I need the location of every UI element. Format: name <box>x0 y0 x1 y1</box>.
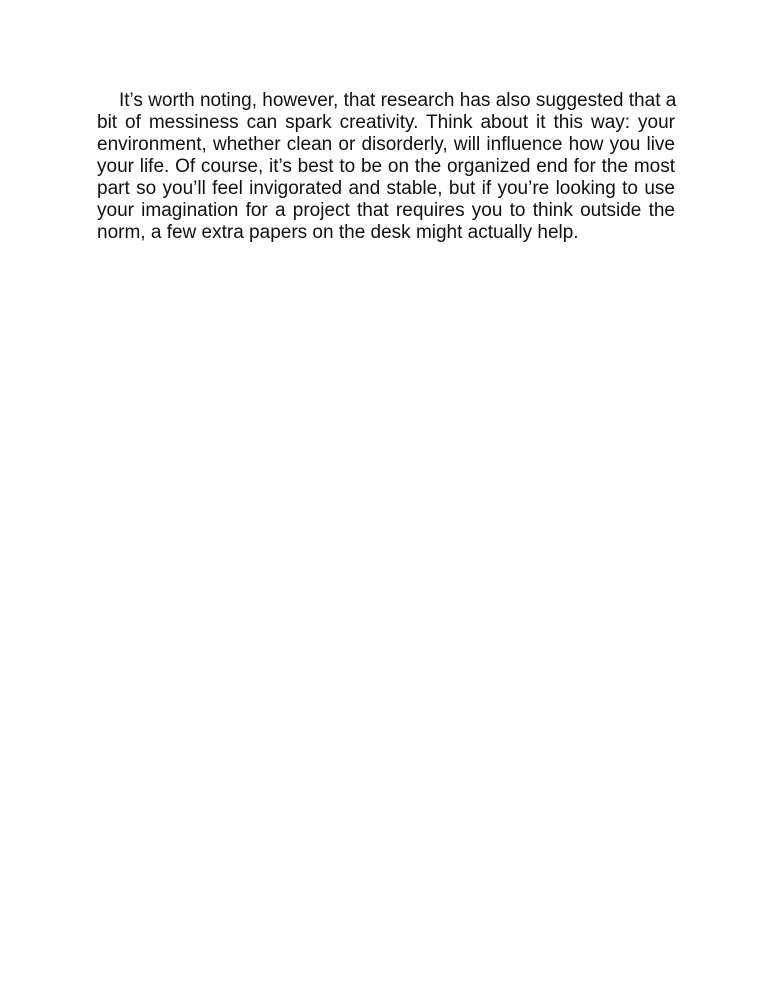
paragraph-line: bit of messiness can spark creativity. Think about it this way: your <box>97 112 675 133</box>
paragraph-line: part so you’ll feel invigorated and stable, but if you’re looking to use <box>97 178 675 199</box>
body-paragraph <box>97 90 675 244</box>
paragraph-line: norm, a few extra papers on the desk might actually help. <box>97 222 579 243</box>
paragraph-line: It’s worth noting, however, that research has also suggested that a <box>119 90 677 111</box>
paragraph-line: environment, whether clean or disorderly, will influence how you live <box>97 134 675 155</box>
paragraph-line: your life. Of course, it’s best to be on the organized end for the most <box>97 156 675 177</box>
paragraph-line: your imagination for a project that requires you to think outside the <box>97 200 675 221</box>
